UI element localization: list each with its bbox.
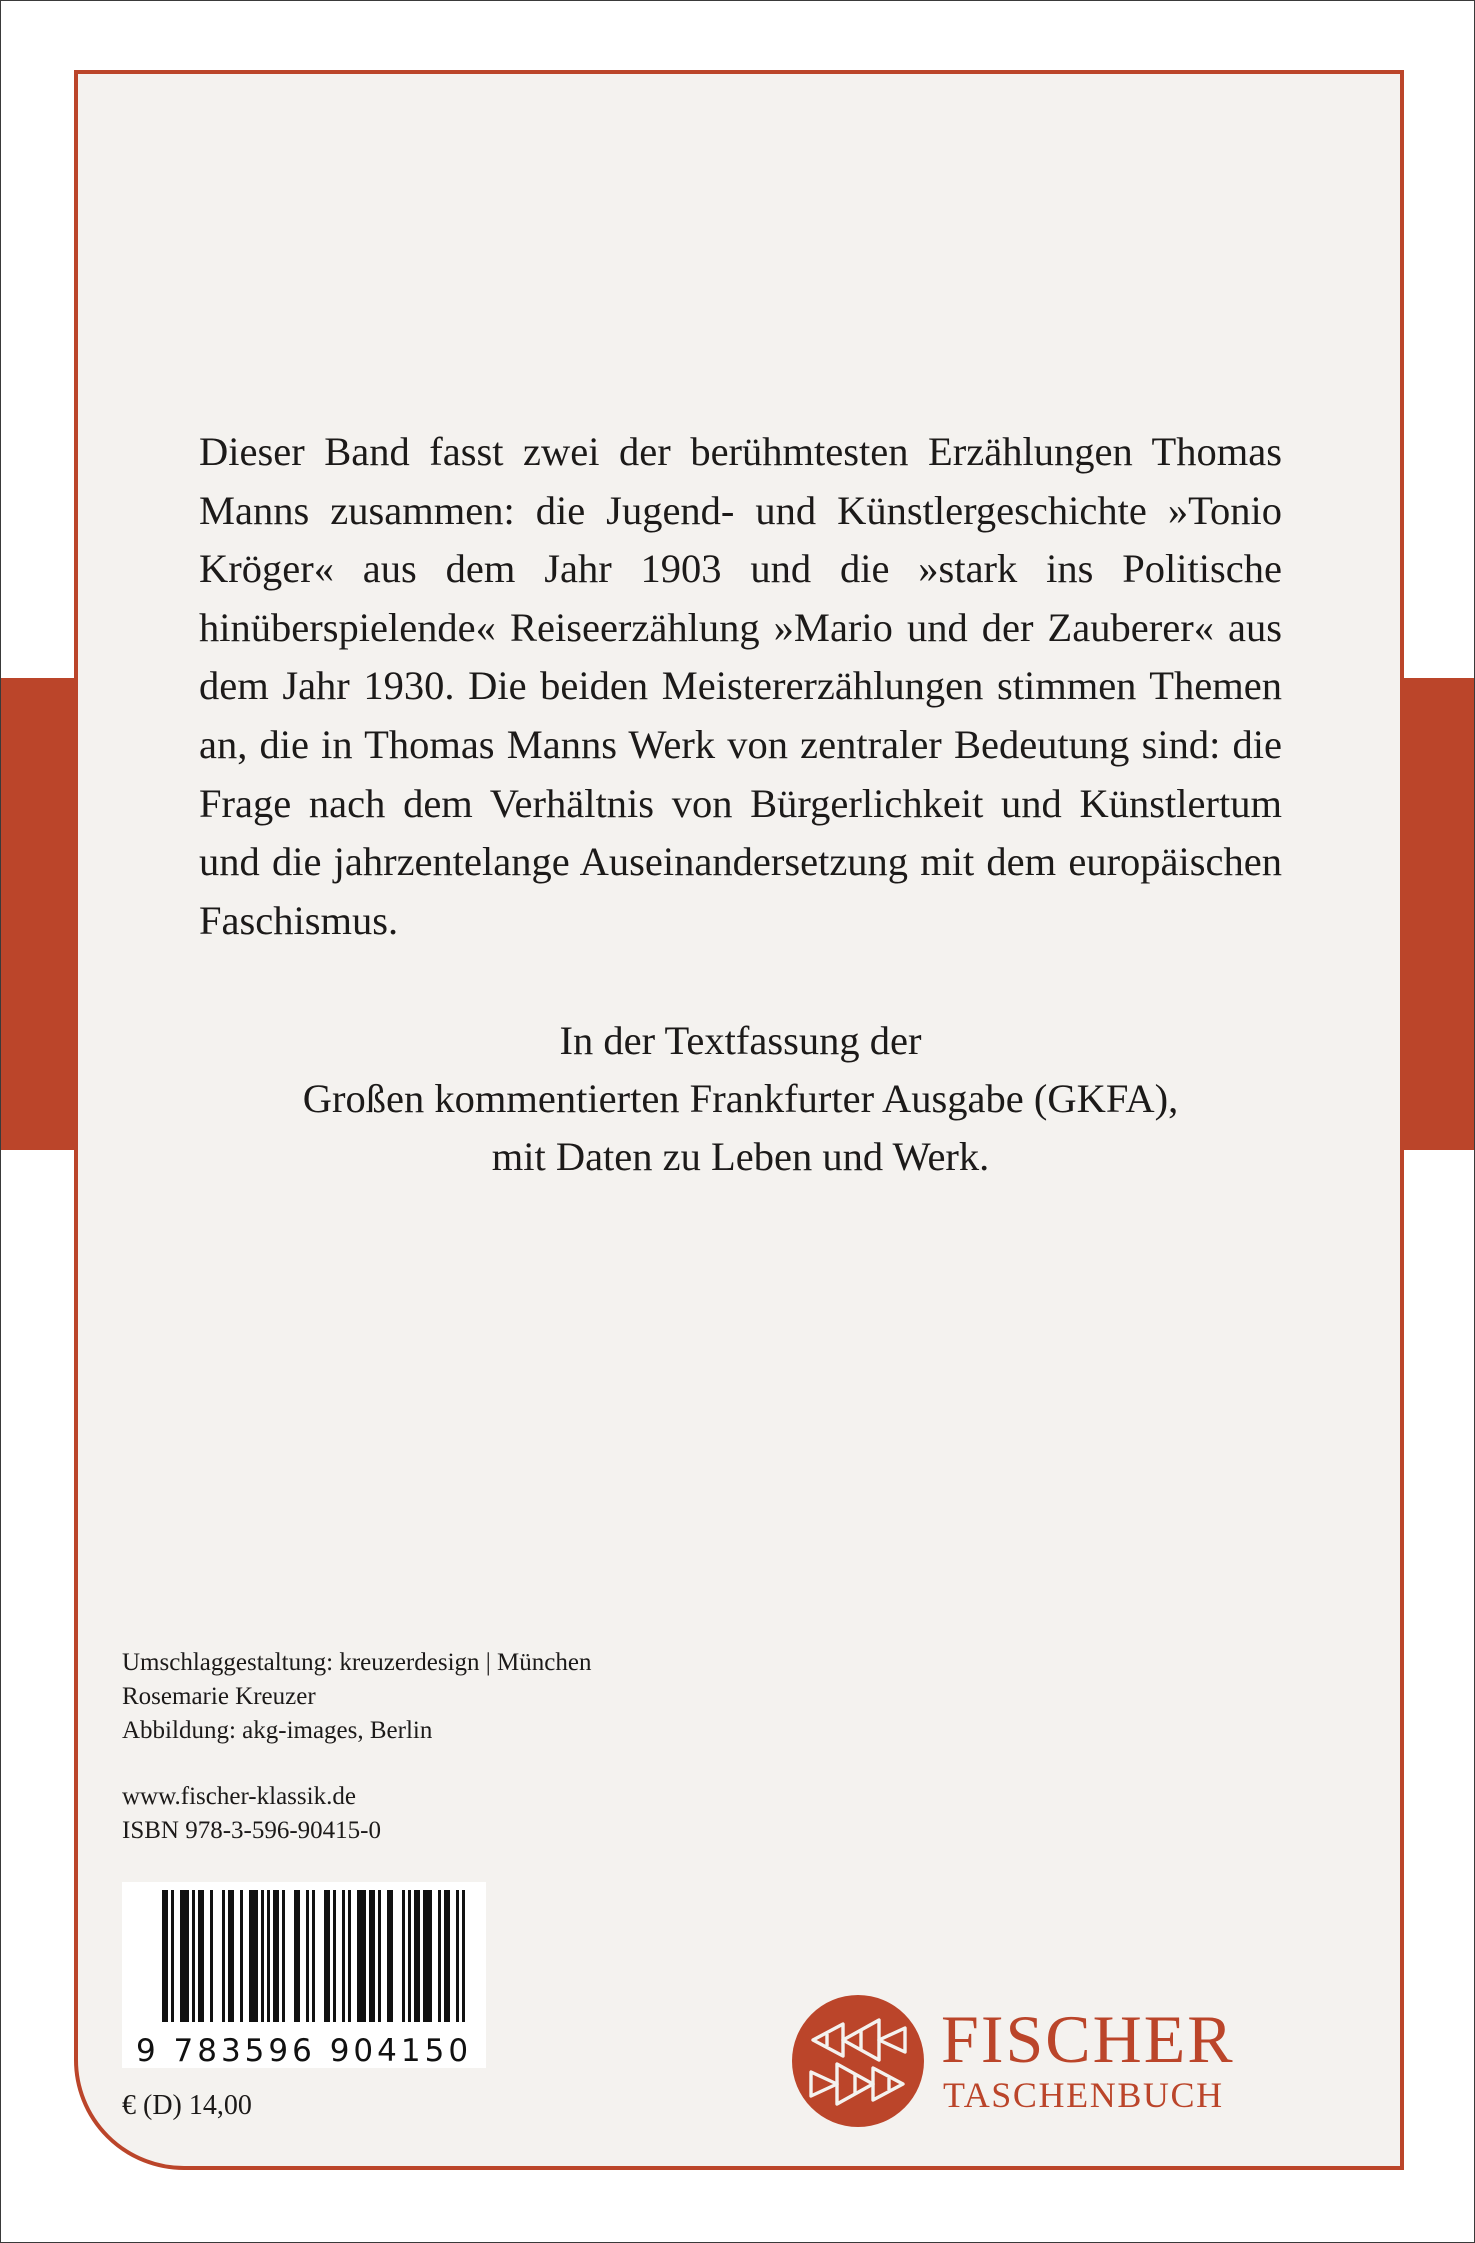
fish-seal-icon xyxy=(791,1994,931,2134)
barcode-bar xyxy=(180,1890,189,2022)
barcode-bar xyxy=(333,1890,336,2022)
barcode-graphic xyxy=(122,1882,486,2068)
cover-design-credit: Umschlaggestaltung: kreuzerdesign | München xyxy=(122,1649,592,1676)
publisher-info xyxy=(122,1780,381,1848)
blurb-text: Dieser Band fasst zwei der berühmtesten Erzählungen Thomas Manns zusammen: die Jugend- und Künstlergeschichte »Tonio Kröger« aus dem Jahr 1903 und die »stark ins Politische hinüberspielende« Reiseerzählung »Mario und der Zauberer« aus dem Jahr 1930. Die beiden Meistererzählungen stimmen Themen an, die in Thomas Manns Werk von zentraler Bedeutung sind: die Frage nach dem Verhältnis von Bürgerlichkeit und Künstlertum und die jahrzentelange Auseinandersetzung mit dem europäischen Faschismus. xyxy=(199,429,1282,943)
isbn-number: ISBN 978-3-596-90415-0 xyxy=(122,1817,382,1844)
barcode-bar xyxy=(222,1890,225,2022)
edition-line: mit Daten zu Leben und Werk. xyxy=(491,1134,990,1179)
barcode-bar xyxy=(369,1890,375,2022)
barcode-bar xyxy=(402,1890,405,2022)
barcode-bar xyxy=(438,1890,441,2022)
barcode-bar xyxy=(192,1890,195,2022)
barcode-bar xyxy=(198,1890,204,2022)
barcode-bar xyxy=(294,1890,300,2022)
barcode-bar xyxy=(273,1890,279,2022)
barcode-bar xyxy=(249,1890,258,2022)
price-label: € (D) 14,00 xyxy=(122,2090,252,2121)
barcode-digits: 9 783596 904150 xyxy=(135,2033,473,2068)
designer-credit: Rosemarie Kreuzer xyxy=(122,1683,316,1710)
publisher-name: FISCHER xyxy=(941,2001,1235,2077)
barcode-bar xyxy=(348,1890,351,2022)
barcode-bar xyxy=(228,1890,234,2022)
barcode-bar xyxy=(387,1890,393,2022)
illustration-credit: Abbildung: akg-images, Berlin xyxy=(122,1717,433,1744)
barcode-bar xyxy=(423,1890,432,2022)
edition-note xyxy=(199,1012,1282,1186)
barcode-bar xyxy=(378,1890,381,2022)
publisher-imprint: TASCHENBUCH xyxy=(943,2075,1224,2115)
barcode-bar xyxy=(324,1890,330,2022)
barcode-bar xyxy=(261,1890,264,2022)
barcode-bar xyxy=(342,1890,345,2022)
cover-panel xyxy=(74,70,1404,2170)
website-link[interactable]: www.fischer-klassik.de xyxy=(122,1783,356,1810)
barcode-bar xyxy=(462,1890,465,2022)
barcode-bar xyxy=(171,1890,174,2022)
edition-line: In der Textfassung der xyxy=(559,1018,922,1063)
barcode-bar xyxy=(444,1890,450,2022)
barcode-bar xyxy=(267,1890,270,2022)
barcode-bar xyxy=(210,1890,213,2022)
barcode-bar xyxy=(414,1890,420,2022)
edition-line: Großen kommentierten Frankfurter Ausgabe (GKFA), xyxy=(302,1076,1179,1121)
barcode-bar xyxy=(240,1890,243,2022)
barcode-bar xyxy=(162,1890,168,2022)
barcode-bar xyxy=(306,1890,309,2022)
isbn-barcode xyxy=(122,1882,486,2068)
credits xyxy=(122,1646,591,1748)
barcode-bar xyxy=(456,1890,459,2022)
barcode-bar xyxy=(408,1890,411,2022)
publisher-logo xyxy=(791,1994,1291,2134)
barcode-bar xyxy=(282,1890,285,2022)
barcode-bar xyxy=(357,1890,366,2022)
barcode-bar xyxy=(312,1890,315,2022)
